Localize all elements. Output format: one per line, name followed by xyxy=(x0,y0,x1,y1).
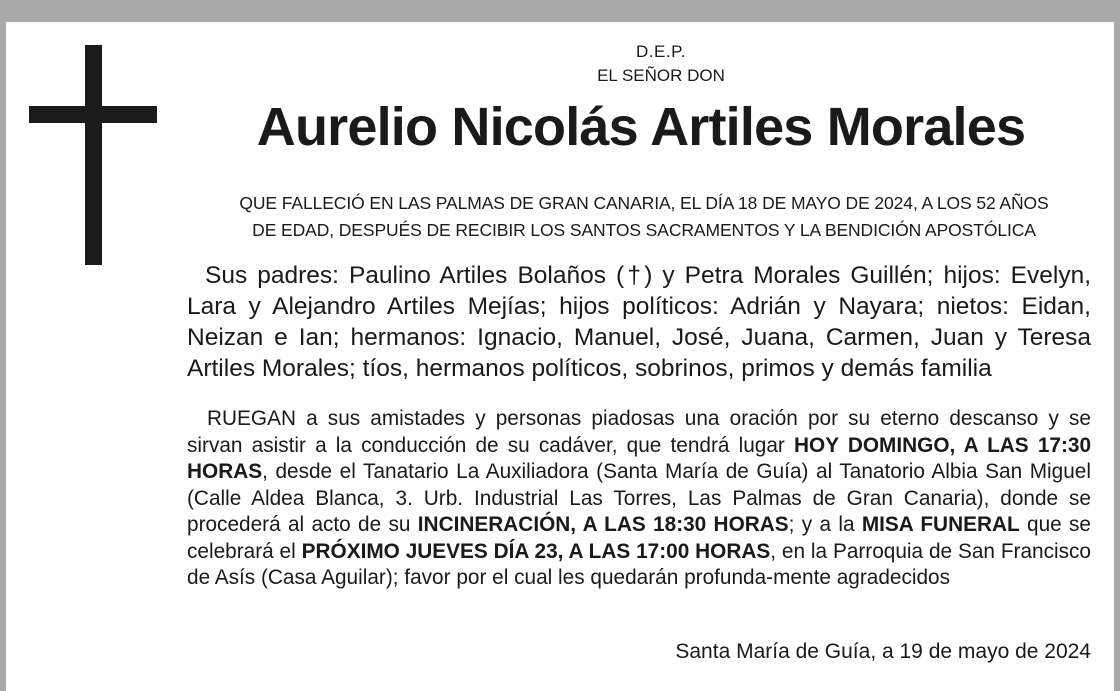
ruegan-paragraph xyxy=(187,406,1091,592)
obituary-notice xyxy=(6,22,1114,691)
cross-icon xyxy=(85,45,102,265)
dep-heading: D.E.P. xyxy=(636,42,686,61)
cross-icon-bar xyxy=(29,106,157,123)
ruegan-bold-3: MISA FUNERAL xyxy=(861,513,1020,536)
place-date: Santa María de Guía, a 19 de mayo de 2024 xyxy=(675,640,1091,663)
death-line-1: QUE FALLECIÓ EN LAS PALMAS DE GRAN CANARIA, EL DÍA 18 DE MAYO DE 2024, A LOS 52 AÑOS xyxy=(239,193,1049,213)
family-text: Sus padres: Paulino Artiles Bolaños (†) y Petra Morales Guillén; hijos: Evelyn, Lara y Alejandro Artiles Mejías; hijos políticos: Adrián y Nayara; nietos: Eidan, Neizan e Ian; hermanos: Ignacio, Manuel, José, Juana, Carmen, Juan y Teresa Artiles Morales; tíos, hermanos políticos, sobrinos, primos y demás familia xyxy=(187,262,1091,382)
ruegan-bold-1: HOY DOMINGO, A LAS 17:30 HORAS xyxy=(187,433,1092,483)
ruegan-bold-4: PRÓXIMO JUEVES DÍA 23, A LAS 17:00 HORAS xyxy=(301,539,771,563)
ruegan-text-1: RUEGAN a sus amistades y personas piadosas una oración por su eterno descanso y se sirvan asistir a la conducción de su cadáver, que tendrá lugar xyxy=(187,407,1091,457)
ruegan-text-5: , en la Parroquia de San Francisco de Asís (Casa Aguilar); favor por el cual les quedarán profunda-mente agradecidos xyxy=(187,539,1091,589)
family-paragraph xyxy=(187,260,1091,384)
deceased-name: Aurelio Nicolás Artiles Morales xyxy=(256,97,1026,157)
ruegan-text-4: que se celebrará el xyxy=(187,513,1091,563)
death-details xyxy=(189,190,1099,244)
title-prefix: EL SEÑOR DON xyxy=(597,66,725,85)
death-line-2: DE EDAD, DESPUÉS DE RECIBIR LOS SANTOS SACRAMENTOS Y LA BENDICIÓN APOSTÓLICA xyxy=(252,220,1036,240)
ruegan-text-3: ; y a la xyxy=(788,513,862,536)
ruegan-bold-2: INCINERACIÓN, A LAS 18:30 HORAS xyxy=(417,513,789,536)
ruegan-text-2: , desde el Tanatario La Auxiliadora (Santa María de Guía) al Tanatorio Albia San Miguel (Calle Aldea Blanca, 3. Urb. Industrial Las Torres, Las Palmas de Gran Canaria), donde se procederá al acto de su xyxy=(187,460,1091,536)
